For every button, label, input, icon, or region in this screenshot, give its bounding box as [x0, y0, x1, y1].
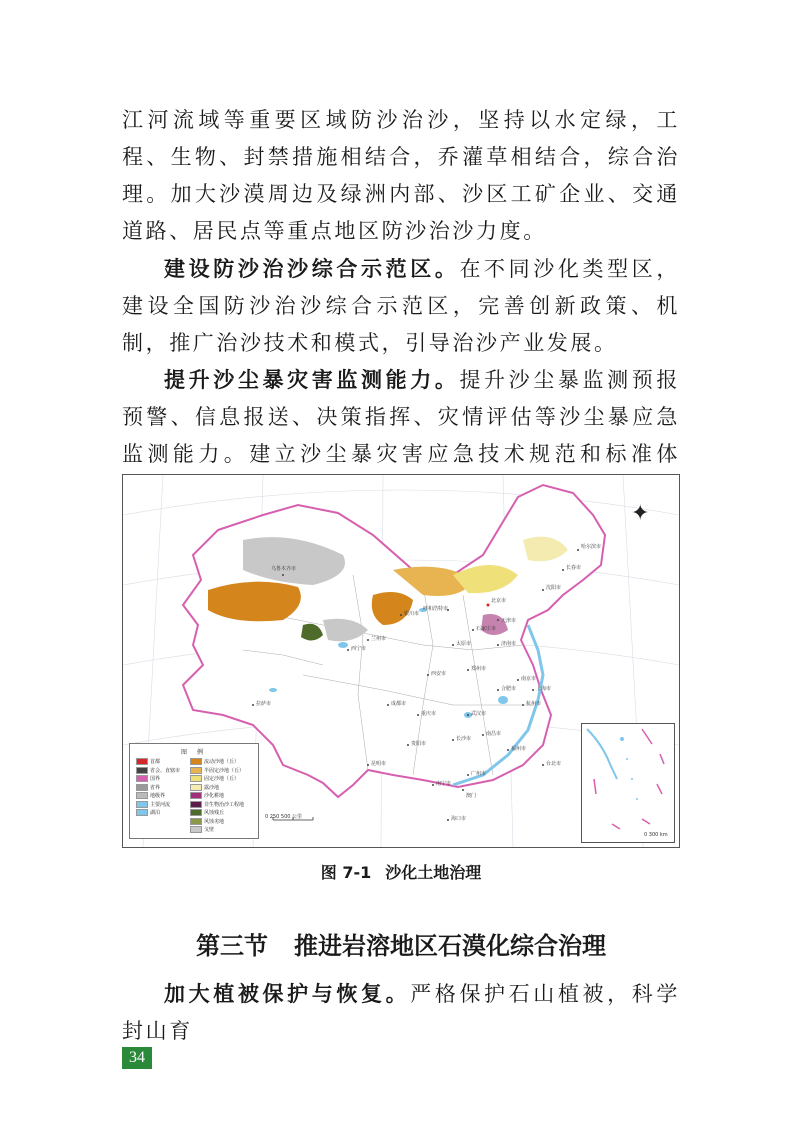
section-title: 推进岩溶地区石漠化综合治理 [294, 932, 606, 960]
legend-swatch [190, 809, 202, 816]
city-label-guiyang: 贵阳市 [411, 741, 427, 747]
sandy-land-map [122, 474, 680, 848]
paragraph-1: 江河流域等重要区域防沙治沙，坚持以水定绿，工程、生物、封禁措施相结合，乔灌草相结合，综合治理。加大沙漠周边及绿洲内部、沙区工矿企业、交通道路、居民点等重点地区防沙治沙力度。 [122, 108, 680, 243]
city-label-xian: 西安市 [431, 671, 447, 677]
paragraph-4-heading: 加大植被保护与恢复。 [164, 982, 411, 1006]
city-label-shanghai: 上海市 [536, 686, 552, 692]
legend-label: 国界 [150, 776, 161, 782]
paragraph-2-heading: 建设防沙治沙综合示范区。 [164, 257, 460, 281]
legend-label: 露沙地 [204, 784, 220, 791]
legend-label: 固定沙地（丘） [204, 776, 240, 782]
legend-label: 非生物治沙工程地 [204, 801, 245, 808]
legend-item [136, 801, 170, 808]
legend-label: 主要河流 [150, 801, 171, 808]
city-label-changsha: 长沙市 [456, 736, 472, 742]
legend-item [190, 767, 244, 774]
map-legend [129, 743, 259, 839]
legend-swatch [136, 784, 148, 791]
city-label-jinan: 济南市 [501, 641, 517, 647]
legend-item [190, 792, 224, 799]
legend-swatch [190, 826, 202, 833]
legend-item [136, 792, 165, 799]
city-label-nanchang: 南昌市 [486, 731, 502, 737]
legend-label: 风蚀劣地 [204, 818, 225, 825]
legend-label: 省会、直辖市 [150, 767, 181, 774]
legend-label: 流动沙地（丘） [204, 759, 240, 765]
legend-item [136, 784, 160, 791]
legend-label: 沙化耕地 [204, 793, 225, 799]
legend-item [136, 809, 160, 816]
legend-swatch [190, 784, 202, 791]
paragraph-2-body: 在不同沙化类型区，建设全国防沙治沙综合示范区，完善创新政策、机制，推广治沙技术和模式，引导治沙产业发展。 [122, 257, 680, 355]
scale-label: 0 250 500 公里 [265, 814, 303, 820]
legend-swatch [190, 758, 202, 765]
city-label-taiyuan: 太原市 [456, 641, 472, 647]
city-label-changchun: 长春市 [566, 565, 582, 571]
legend-label: 湖泊 [150, 810, 161, 816]
city-label-xining: 西宁市 [351, 646, 367, 652]
section-number: 第三节 [196, 932, 268, 960]
legend-label: 风蚀残丘 [204, 810, 225, 816]
mobile-sand-taklimakan [208, 582, 301, 622]
legend-swatch [190, 775, 202, 782]
figure-number: 图 7-1 [320, 863, 372, 882]
figure-title: 沙化土地治理 [385, 863, 482, 882]
city-label-nanning: 南宁市 [436, 781, 452, 787]
city-label-shenyang: 沈阳市 [546, 585, 562, 591]
paragraph-2 [122, 251, 680, 362]
legend-title: 图 例 [181, 749, 207, 756]
page-number: 34 [122, 1047, 152, 1069]
city-label-harbin: 哈尔滨市 [581, 544, 602, 550]
city-label-lhasa: 拉萨市 [256, 701, 272, 707]
city-label-lanzhou: 兰州市 [371, 636, 387, 642]
paragraph-3-body: 提升沙尘暴监测预报预警、信息报送、决策指挥、灾情评估等沙尘暴应急监测能力。建立沙尘暴灾害应急技术规范和标准体 [122, 368, 680, 466]
city-label-shijiazhuang: 石家庄市 [476, 626, 497, 632]
legend-swatch [136, 767, 148, 774]
legend-item [190, 758, 239, 765]
city-label-macau: 澳门 [466, 793, 477, 799]
city-label-urumqi: 乌鲁木齐市 [271, 566, 297, 572]
legend-item [190, 784, 219, 791]
inset-scale-label: 0 300 km [644, 832, 668, 838]
legend-label: 戈壁 [204, 827, 215, 833]
inset-map-svg [582, 724, 674, 842]
city-label-yinchuan: 银川市 [404, 611, 420, 617]
section-heading [122, 926, 680, 961]
legend-item [190, 801, 244, 808]
legend-swatch [190, 792, 202, 799]
legend-swatch [190, 801, 202, 808]
city-label-fuzhou: 福州市 [511, 746, 527, 752]
legend-swatch [136, 758, 148, 765]
city-label-tianjin: 天津市 [501, 618, 517, 624]
legend-swatch [190, 818, 202, 825]
city-label-beijing: 北京市 [491, 598, 507, 604]
legend-swatch [136, 775, 148, 782]
south-china-sea-inset [581, 723, 675, 843]
city-label-hohhot: 呼和浩特市 [423, 606, 449, 612]
legend-item [136, 775, 160, 782]
legend-item [190, 775, 239, 782]
legend-label: 半固定沙地（丘） [204, 767, 245, 774]
legend-swatch [136, 792, 148, 799]
paragraph-4 [122, 976, 680, 1050]
city-label-hangzhou: 杭州市 [526, 701, 542, 707]
legend-swatch [136, 809, 148, 816]
legend-item [190, 809, 224, 816]
legend-label: 省界 [150, 784, 161, 791]
city-label-haikou: 海口市 [451, 816, 467, 822]
city-label-guangzhou: 广州市 [471, 771, 487, 777]
legend-item [136, 767, 180, 774]
city-label-nanjing: 南京市 [521, 676, 537, 682]
legend-item [136, 758, 160, 765]
city-label-wuhan: 武汉市 [471, 711, 487, 717]
legend-item [190, 826, 214, 833]
city-label-taipei: 台北市 [546, 761, 562, 767]
figure-caption [122, 860, 680, 883]
legend-swatch [190, 767, 202, 774]
city-label-chongqing: 重庆市 [421, 711, 437, 717]
city-label-zhengzhou: 郑州市 [471, 666, 487, 672]
legend-item [190, 818, 224, 825]
city-label-kunming: 昆明市 [371, 761, 387, 767]
city-label-hefei: 合肥市 [501, 686, 517, 692]
city-label-chengdu: 成都市 [391, 701, 407, 707]
legend-label: 首都 [150, 759, 161, 765]
compass-rose-icon: ✦ [631, 501, 650, 526]
paragraph-3-heading: 提升沙尘暴灾害监测能力。 [164, 368, 460, 392]
legend-label: 地级界 [150, 793, 166, 799]
legend-swatch [136, 801, 148, 808]
paragraph-4-body: 严格保护石山植被，科学封山育 [122, 982, 680, 1043]
